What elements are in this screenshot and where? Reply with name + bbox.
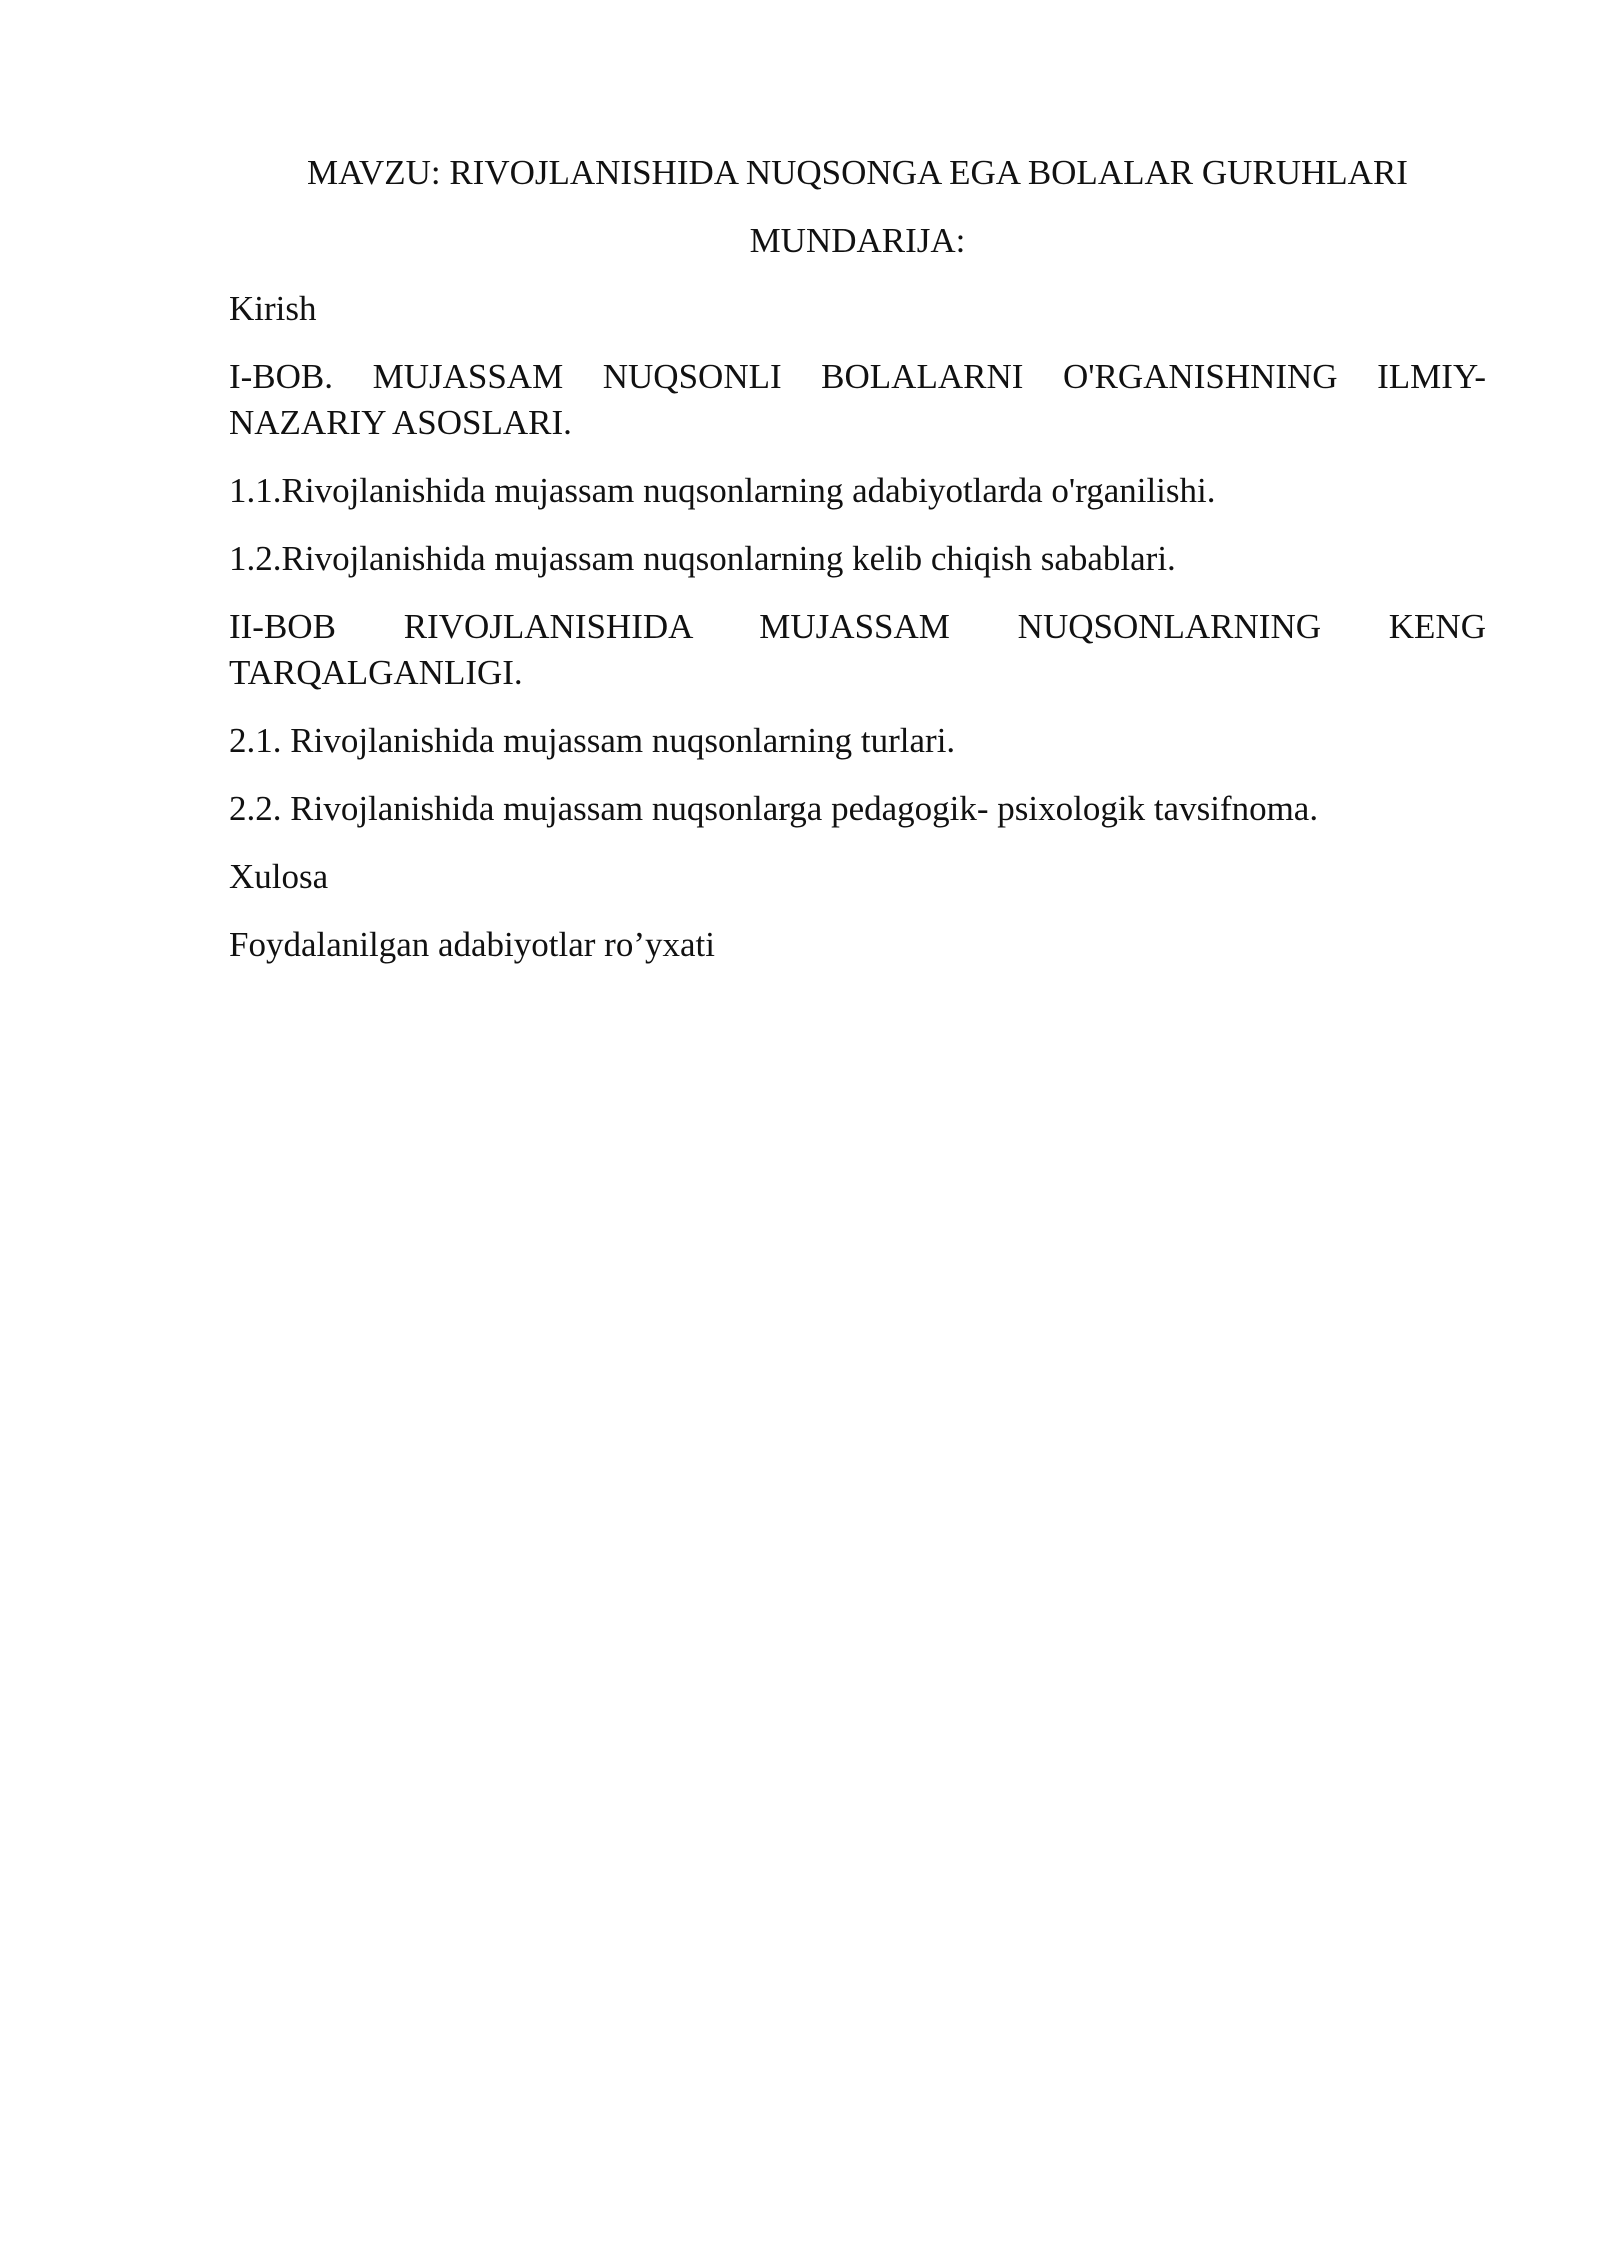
toc-item-section-1-2: 1.2.Rivojlanishida mujassam nuqsonlarning kelib chiqish sabablari. xyxy=(229,539,1176,578)
toc-item-section-2-2: 2.2. Rivojlanishida mujassam nuqsonlarga pedagogik- psixologik tavsifnoma. xyxy=(229,789,1319,828)
toc-item-xulosa: Xulosa xyxy=(229,857,329,896)
table-of-contents xyxy=(229,286,1486,968)
page-content xyxy=(229,150,1486,990)
toc-item-section-2-1: 2.1. Rivojlanishida mujassam nuqsonlarning turlari. xyxy=(229,721,956,760)
document-title: MAVZU: RIVOJLANISHIDA NUQSONGA EGA BOLALAR GURUHLARI xyxy=(307,153,1408,192)
toc-item-chapter-2: II-BOB RIVOJLANISHIDA MUJASSAM NUQSONLARNING KENG TARQALGANLIGI. xyxy=(229,607,1486,692)
toc-heading: MUNDARIJA: xyxy=(749,221,966,260)
toc-item-chapter-1: I-BOB. MUJASSAM NUQSONLI BOLALARNI O'RGANISHNING ILMIY-NAZARIY ASOSLARI. xyxy=(229,357,1486,442)
toc-item-kirish: Kirish xyxy=(229,289,317,328)
toc-item-section-1-1: 1.1.Rivojlanishida mujassam nuqsonlarning adabiyotlarda o'rganilishi. xyxy=(229,471,1216,510)
toc-item-bibliography: Foydalanilgan adabiyotlar ro’yxati xyxy=(229,925,715,964)
